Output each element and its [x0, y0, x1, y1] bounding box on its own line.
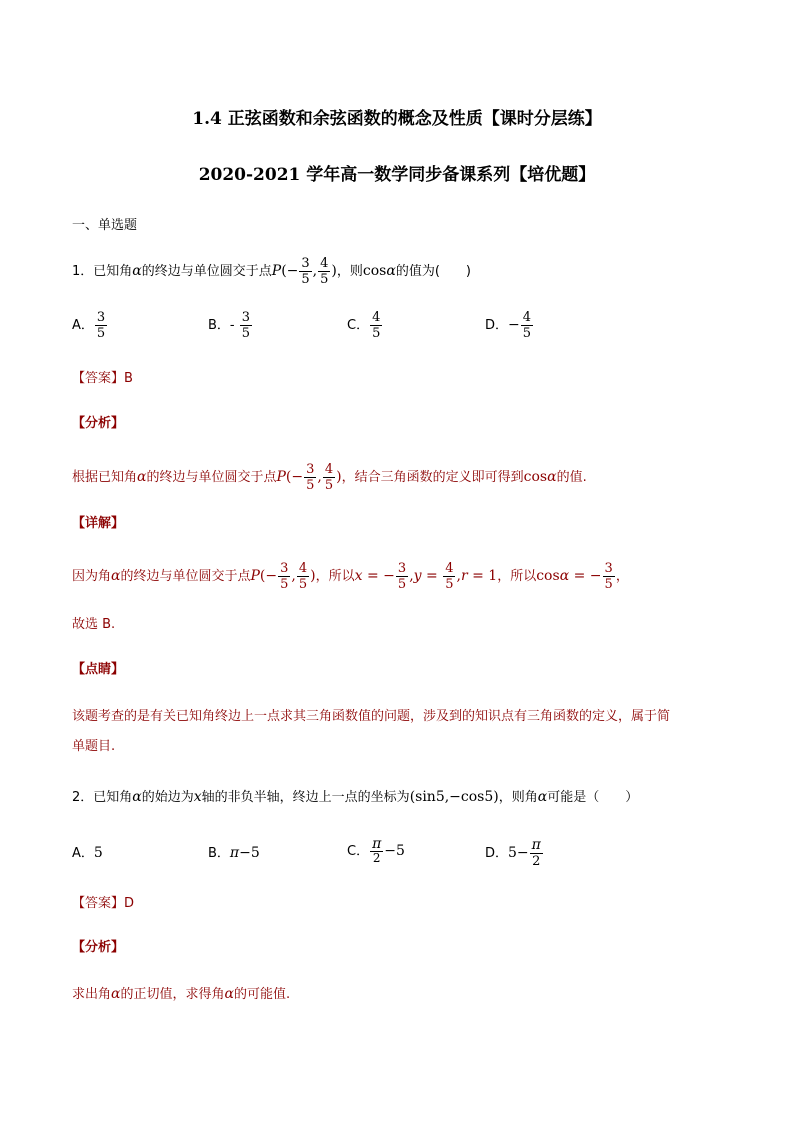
option-d: D．− $\frac{4}{5}$	[485, 310, 532, 341]
fraction: $\frac{4}{5}$	[445, 561, 454, 592]
fraction: $\frac{4}{5}$	[324, 462, 334, 493]
answer-label: 【答案】B	[72, 371, 133, 386]
fraction: $\frac{\pi}{2}$	[531, 837, 541, 869]
analysis-label: 【分析】	[72, 416, 125, 431]
fraction: $\frac{3}{5}$	[96, 310, 106, 341]
answer-label: 【答案】D	[72, 896, 135, 911]
option-b: B．π−5	[208, 845, 260, 861]
cos-symbol: cos	[362, 263, 387, 279]
fraction: $\frac{\pi}{2}$	[372, 836, 382, 865]
choice-text: 故选 B.	[72, 617, 116, 632]
point-symbol: P	[271, 263, 282, 279]
q1-text: ，则	[336, 264, 363, 279]
option-c: C． $\frac{\pi}{2}$ −5	[347, 836, 405, 865]
fraction: $\frac{3}{5}$	[397, 561, 407, 592]
fraction: $\frac{3}{5}$	[280, 561, 289, 592]
analysis-label: 【分析】	[72, 940, 125, 955]
analysis-text: 求出角α的正切值，求得角α的可能值.	[72, 986, 291, 1002]
option-b: B．- $\frac{3}{5}$	[208, 310, 251, 341]
option-a: A．5	[72, 845, 103, 861]
page-subtitle: 2020-2021 学年高一数学同步备课系列【培优题】	[198, 165, 596, 185]
q1-text: 1．已知角	[72, 264, 133, 279]
comment-line-1: 该题考查的是有关已知角终边上一点求其三角函数值的问题，涉及到的知识点有三角函数的定义，属于简	[72, 709, 671, 724]
option-a: A． $\frac{3}{5}$	[72, 310, 106, 341]
fraction: $\frac{4}{5}$	[298, 561, 308, 592]
fraction: $\frac{4}{5}$	[372, 310, 381, 341]
detail-label: 【详解】	[72, 516, 125, 531]
fraction: $\frac{3}{5}$	[306, 462, 315, 493]
question-2-stem: 2．已知角α的始边为x轴的非负半轴，终边上一点的坐标为(sin5,−cos5)，则角α可能是（ ）	[72, 789, 639, 805]
question-1-stem: 1．已知角α的终边与单位圆交于点P(− $\frac{3}{5}$ , $\frac{4}{5}$ )，则cosα的值为( )	[72, 256, 471, 287]
fraction: $\frac{3}{5}$	[301, 256, 310, 287]
fraction: $\frac{4}{5}$	[522, 310, 532, 341]
section-heading: 一、单选题	[72, 218, 138, 233]
option-c: C． $\frac{4}{5}$	[347, 310, 381, 341]
fraction: $\frac{3}{5}$	[241, 310, 251, 341]
option-d: D．5− $\frac{\pi}{2}$	[485, 837, 541, 869]
fraction: $\frac{4}{5}$	[320, 256, 329, 287]
detail-text: 因为角α的终边与单位圆交于点P(− $\frac{3}{5}$ , $\frac{4}{5}$ )，所以x = − $\frac{3}{5}$ ,y = $\frac{4}{5}$ ,r = 1，所以cosα = − $\frac{3}{5}$ ，	[72, 561, 629, 592]
fraction: $\frac{3}{5}$	[604, 561, 613, 592]
alpha-symbol: α	[132, 263, 142, 279]
comment-label: 【点睛】	[72, 662, 125, 677]
q1-text: 的终边与单位圆交于点	[141, 264, 272, 279]
coordinate: (sin5,−cos5)	[409, 789, 499, 805]
page-title: 1.4 正弦函数和余弦函数的概念及性质【课时分层练】	[192, 109, 602, 129]
analysis-text: 根据已知角α的终边与单位圆交于点P(− $\frac{3}{5}$ , $\frac{4}{5}$ )，结合三角函数的定义即可得到cosα的值.	[72, 462, 587, 493]
comment-line-2: 单题目.	[72, 739, 116, 754]
q1-text: 的值为( )	[395, 264, 471, 279]
